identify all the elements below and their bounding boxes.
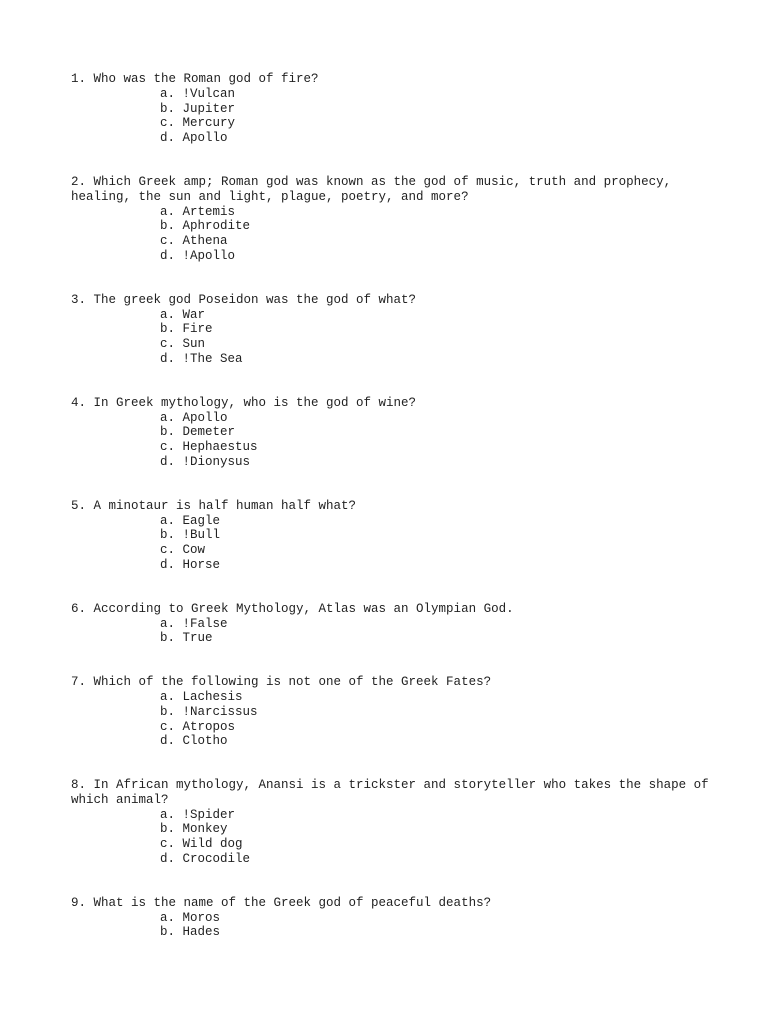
answer-options (71, 514, 711, 573)
answer-option: a. !Spider (160, 807, 236, 822)
question-text: 9. What is the name of the Greek god of peaceful deaths? (71, 895, 492, 910)
answer-option: d. Clotho (160, 734, 228, 749)
question-text: 2. Which Greek amp; Roman god was known as the god of music, truth and prophecy, healing, the sun and light, plague, poetry, and more? (71, 174, 672, 204)
answer-option: b. !Bull (160, 528, 221, 543)
answer-option: c. Wild dog (160, 837, 243, 852)
answer-options (71, 690, 711, 749)
answer-option: c. Atropos (160, 719, 236, 734)
answer-option: b. Jupiter (160, 101, 236, 116)
answer-option: d. !The Sea (160, 351, 243, 366)
answer-options (71, 308, 711, 367)
answer-option: c. Sun (160, 337, 206, 352)
question-7 (71, 675, 711, 749)
question-1 (71, 72, 711, 146)
question-6 (71, 602, 711, 646)
answer-option: a. Apollo (160, 410, 228, 425)
answer-option: b. Fire (160, 322, 213, 337)
answer-option: c. Hephaestus (160, 440, 258, 455)
answer-option: a. Moros (160, 910, 221, 925)
answer-option: a. !Vulcan (160, 86, 236, 101)
answer-option: c. Athena (160, 234, 228, 249)
answer-option: a. Lachesis (160, 689, 243, 704)
question-text: 3. The greek god Poseidon was the god of what? (71, 292, 417, 307)
answer-option: d. Crocodile (160, 852, 251, 867)
answer-option: d. Apollo (160, 131, 228, 146)
answer-option: a. War (160, 307, 206, 322)
question-text: 8. In African mythology, Anansi is a trickster and storyteller who takes the shape of which animal? (71, 778, 709, 807)
answer-options (71, 808, 711, 867)
answer-option: b. !Narcissus (160, 704, 258, 719)
answer-option: c. Mercury (160, 116, 236, 131)
question-text: 6. According to Greek Mythology, Atlas was an Olympian God. (71, 601, 514, 616)
answer-option: b. Hades (160, 925, 221, 940)
answer-option: b. True (160, 631, 213, 646)
question-4 (71, 396, 711, 470)
answer-options (71, 617, 711, 647)
question-text: 4. In Greek mythology, who is the god of wine? (71, 395, 417, 410)
answer-option: c. Cow (160, 543, 206, 558)
question-3 (71, 293, 711, 367)
answer-options (71, 911, 711, 941)
question-text: 1. Who was the Roman god of fire? (71, 72, 319, 86)
question-9 (71, 896, 711, 940)
answer-option: d. !Apollo (160, 248, 236, 263)
question-5 (71, 499, 711, 573)
answer-options (71, 205, 711, 264)
answer-option: b. Demeter (160, 425, 236, 440)
question-8 (71, 778, 711, 867)
answer-option: b. Monkey (160, 822, 228, 837)
answer-option: a. Artemis (160, 204, 236, 219)
answer-option: d. !Dionysus (160, 454, 251, 469)
answer-option: b. Aphrodite (160, 219, 251, 234)
answer-options (71, 411, 711, 470)
quiz-document (71, 72, 711, 969)
answer-option: a. !False (160, 616, 228, 631)
answer-option: d. Horse (160, 557, 221, 572)
answer-options (71, 87, 711, 146)
question-text: 5. A minotaur is half human half what? (71, 498, 357, 513)
question-text: 7. Which of the following is not one of the Greek Fates? (71, 675, 492, 690)
question-2 (71, 175, 711, 264)
answer-option: a. Eagle (160, 513, 221, 528)
